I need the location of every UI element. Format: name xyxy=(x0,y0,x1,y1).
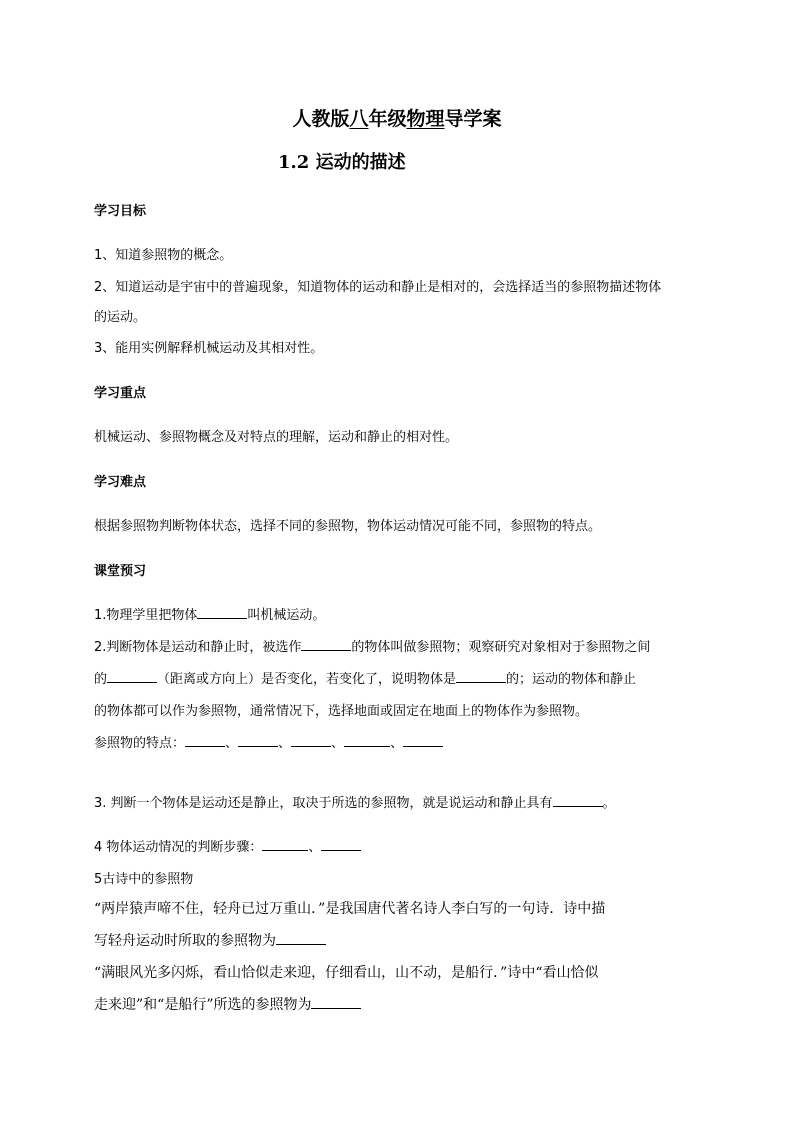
poem-1-line-1: “两岸猿声啼不住，轻舟已过万重山．”是我国唐代著名诗人李白写的一句诗．诗中描 xyxy=(94,901,606,917)
goals-heading: 学习目标 xyxy=(94,204,147,219)
answer-blank xyxy=(197,606,247,619)
separator: 、 xyxy=(278,736,292,751)
page-subtitle: 1.2 运动的描述 xyxy=(278,152,406,173)
answer-blank xyxy=(456,670,506,683)
answer-blank xyxy=(344,734,390,747)
answer-blank xyxy=(311,996,361,1009)
question-2-line-2 xyxy=(94,668,636,687)
question-2-line-3: 的物体都可以作为参照物，通常情况下，选择地面或固定在地面上的物体作为参照物。 xyxy=(94,704,589,719)
title-part-3: 年级 xyxy=(368,108,407,130)
answer-blank xyxy=(291,734,331,747)
goal-item-2-line-1: 2、知道运动是宇宙中的普遍现象，知道物体的运动和静止是相对的，会选择适当的参照物描述物体 xyxy=(94,280,662,295)
answer-blank xyxy=(238,734,278,747)
question-2-text-c: 的 xyxy=(94,672,108,687)
separator: 、 xyxy=(331,736,345,751)
answer-blank xyxy=(321,838,361,851)
answer-blank xyxy=(301,638,351,651)
goal-item-1: 1、知道参照物的概念。 xyxy=(94,248,233,263)
question-1-text-a: 1.物理学里把物体 xyxy=(94,608,198,623)
separator: 、 xyxy=(308,840,322,855)
poem-2-line-2 xyxy=(94,994,361,1014)
poem-1-line-2 xyxy=(94,930,326,950)
question-4 xyxy=(94,836,361,855)
goal-item-3: 3、能用实例解释机械运动及其相对性。 xyxy=(94,341,324,356)
page-title xyxy=(0,104,794,131)
answer-blank xyxy=(276,932,326,945)
question-3-text-a: 3. 判断一个物体是运动还是静止，取决于所选的参照物，就是说运动和静止具有 xyxy=(94,796,553,811)
question-4-text-a: 4 物体运动情况的判断步骤： xyxy=(94,840,263,855)
question-2-line-1 xyxy=(94,636,650,655)
title-part-2: 八 xyxy=(349,108,369,130)
question-2-text-a: 2.判断物体是运动和静止时，被选作 xyxy=(94,640,302,655)
title-part-4: 物理 xyxy=(406,108,445,130)
question-3 xyxy=(94,792,616,811)
question-2-text-b: 的物体叫做参照物；观察研究对象相对于参照物之间 xyxy=(351,640,651,655)
focus-heading: 学习重点 xyxy=(94,386,147,401)
poem-2-text: 走来迎”和“是船行”所选的参照物为 xyxy=(94,997,312,1013)
answer-blank xyxy=(107,670,157,683)
question-5: 5古诗中的参照物 xyxy=(94,872,194,887)
separator: 、 xyxy=(390,736,404,751)
question-1-text-b: 叫机械运动。 xyxy=(247,608,326,623)
answer-blank xyxy=(403,734,443,747)
answer-blank xyxy=(262,838,308,851)
difficulty-text: 根据参照物判断物体状态，选择不同的参照物，物体运动情况可能不同，参照物的特点。 xyxy=(94,519,602,534)
question-2-text-d: （距离或方向上）是否变化，若变化了，说明物体是 xyxy=(157,672,457,687)
title-part-1: 人教版 xyxy=(292,108,350,130)
goal-item-2-line-2: 的运动。 xyxy=(94,310,147,325)
answer-blank xyxy=(553,794,603,807)
poem-2-line-1: “满眼风光多闪烁，看山恰似走来迎，仔细看山，山不动，是船行．”诗中“看山恰似 xyxy=(94,965,599,981)
question-2-text-e: 的；运动的物体和静止 xyxy=(506,672,637,687)
separator: 、 xyxy=(225,736,239,751)
title-part-5: 导学案 xyxy=(444,108,502,130)
question-1 xyxy=(94,604,325,623)
answer-blank xyxy=(185,734,225,747)
reference-features xyxy=(94,732,443,751)
poem-1-text: 写轻舟运动时所取的参照物为 xyxy=(94,933,276,949)
focus-text: 机械运动、参照物概念及对特点的理解，运动和静止的相对性。 xyxy=(94,430,459,445)
question-3-text-b: 。 xyxy=(602,796,616,811)
preview-heading: 课堂预习 xyxy=(94,564,147,579)
reference-features-label: 参照物的特点： xyxy=(94,736,186,751)
difficulty-heading: 学习难点 xyxy=(94,475,147,490)
